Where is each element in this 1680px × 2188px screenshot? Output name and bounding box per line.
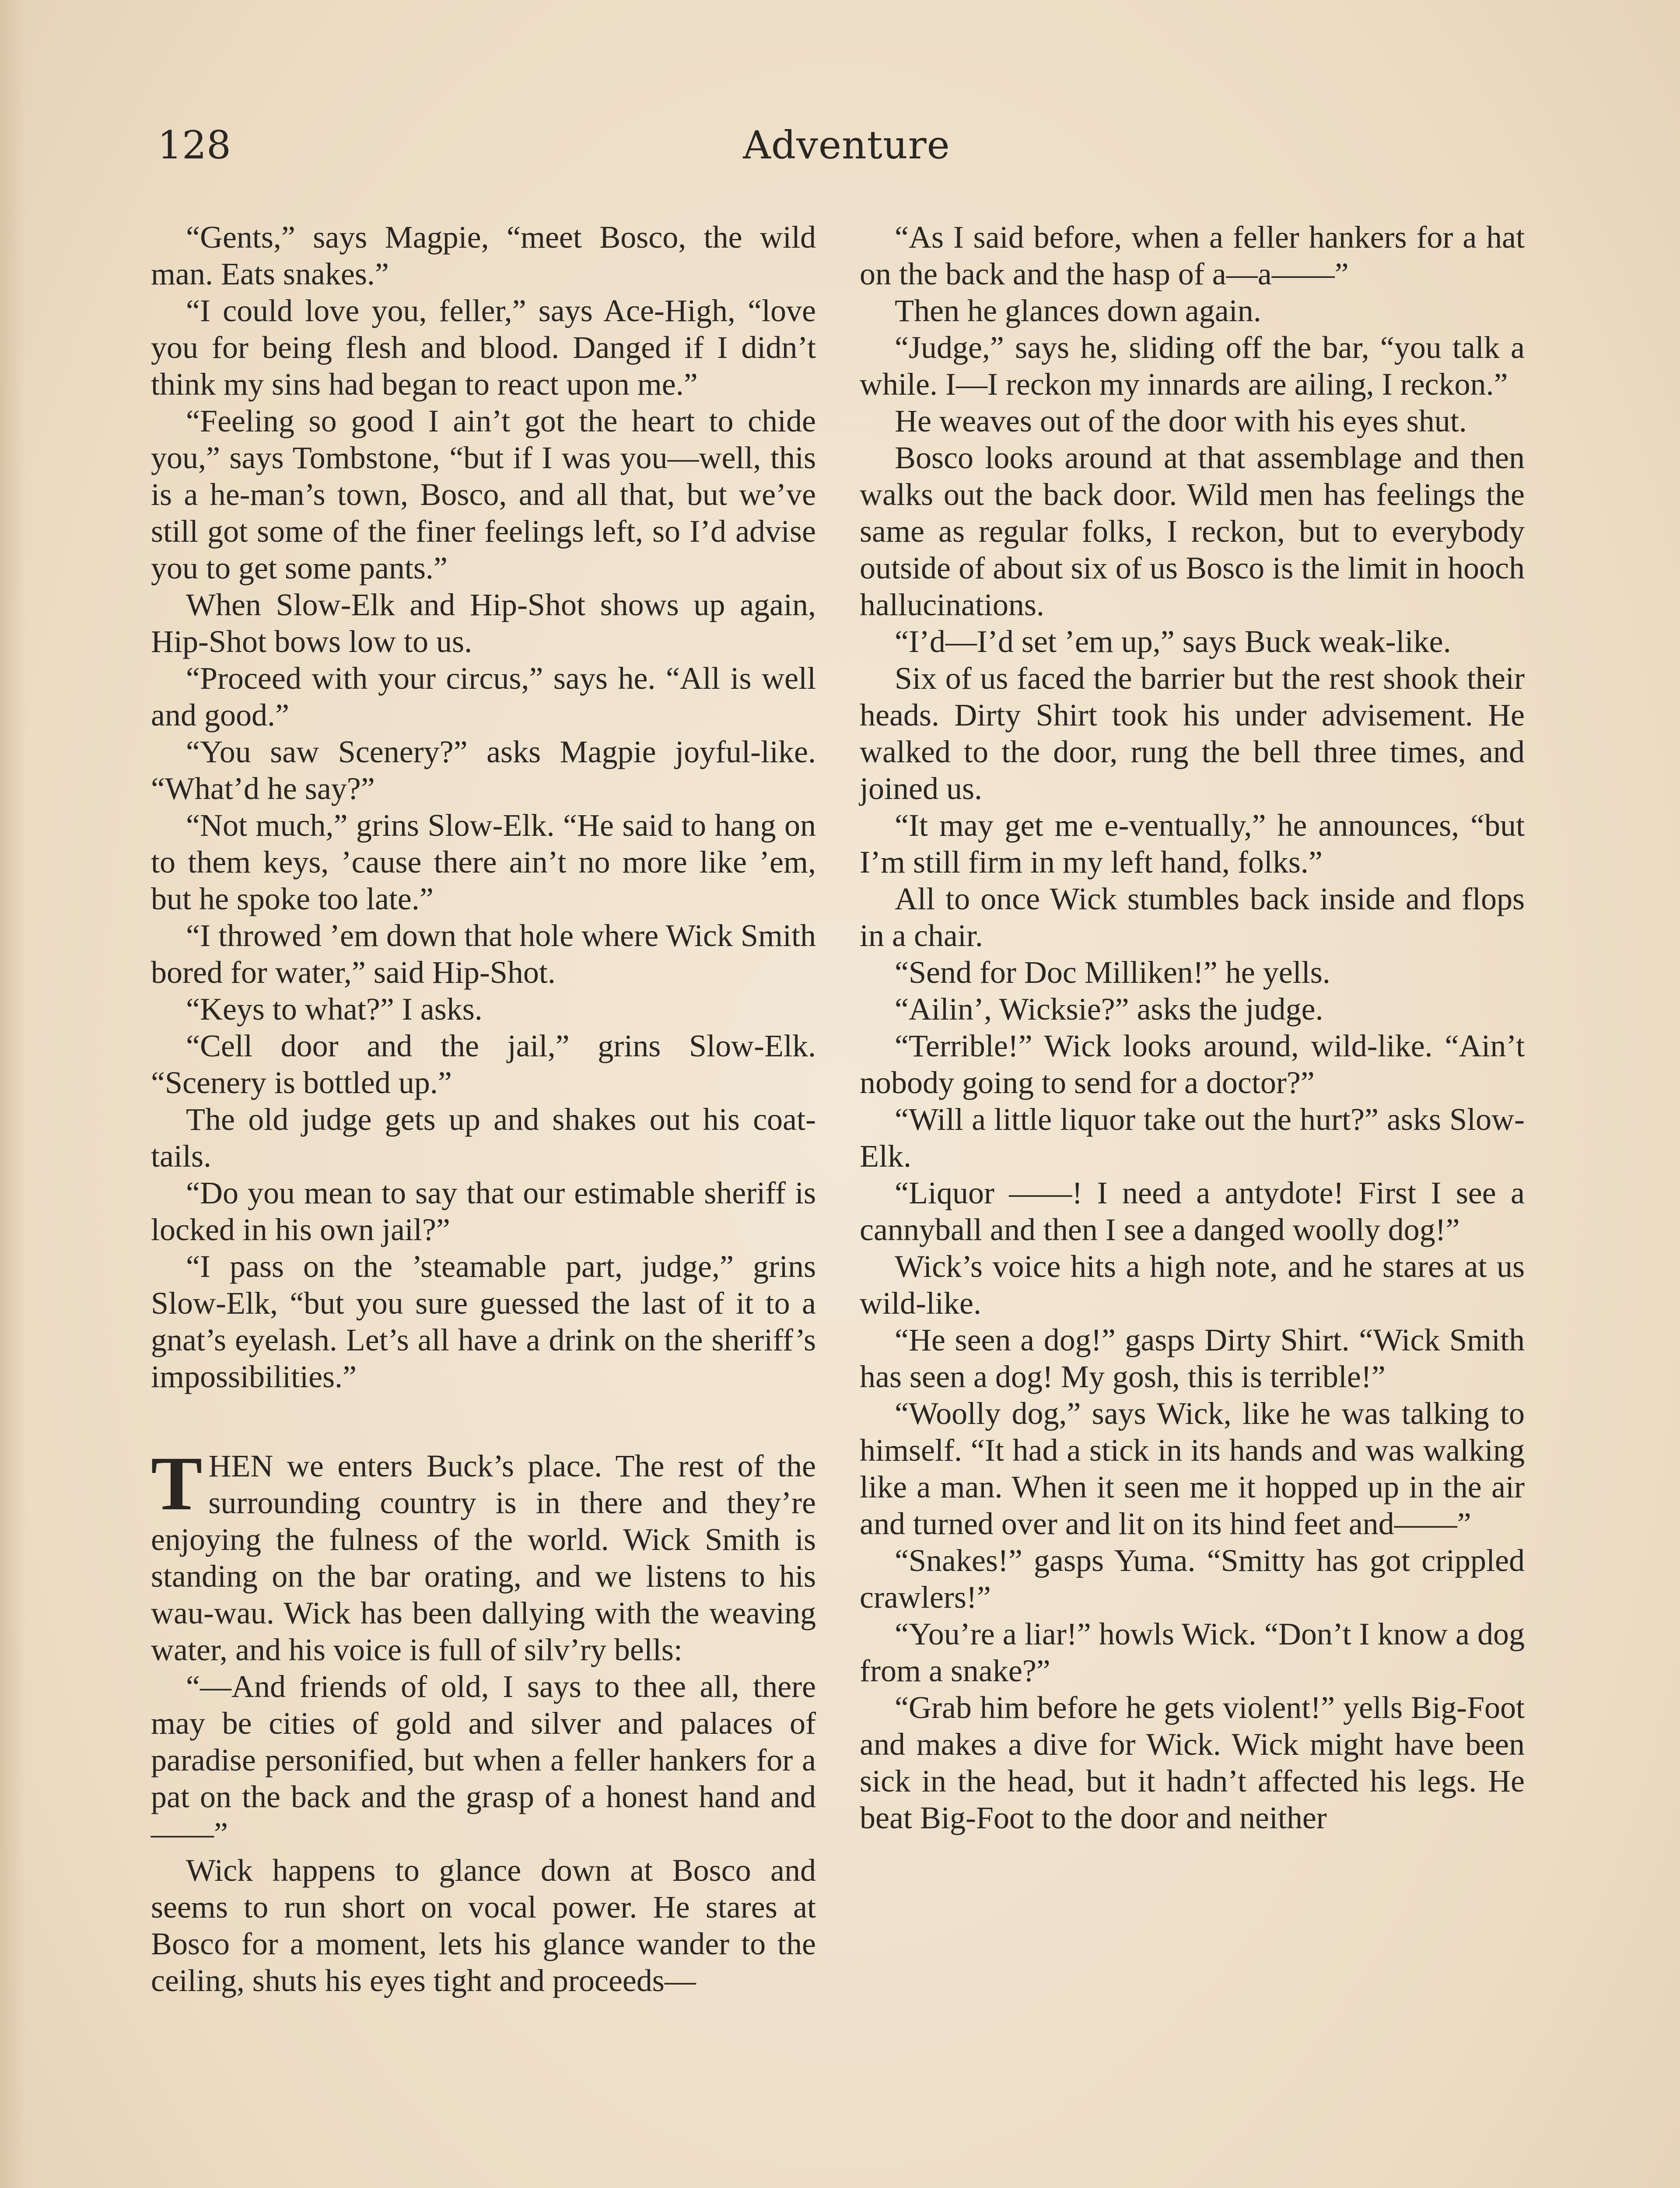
- paragraph: “You’re a liar!” howls Wick. “Don’t I know a dog from a snake?”: [860, 1616, 1525, 1688]
- paragraph: Wick happens to glance down at Bosco and seems to run short on vocal power. He stares at Bosco for a moment, lets his glance wander to the ceiling, shuts his eyes tight and proceeds—: [151, 1853, 816, 1998]
- drop-cap: T: [151, 1441, 203, 1526]
- paragraph: When Slow-Elk and Hip-Shot shows up again, Hip-Shot bows low to us.: [151, 587, 816, 659]
- paragraph: “Do you mean to say that our estimable sheriff is locked in his own jail?”: [151, 1175, 816, 1247]
- paragraph: “I could love you, feller,” says Ace-High, “love you for being flesh and blood. Danged if I didn’t think my sins had began to react upon me.”: [151, 293, 816, 402]
- paragraph: The old judge gets up and shakes out his coat-tails.: [151, 1102, 816, 1174]
- paragraph: “Grab him before he gets violent!” yells Big-Foot and makes a dive for Wick. Wick might have been sick in the head, but it hadn’t affected his legs. He beat Big-Foot to the door and neither: [860, 1690, 1525, 1835]
- section-break: [151, 1395, 816, 1448]
- paragraph: “Feeling so good I ain’t got the heart to chide you,” says Tombstone, “but if I was you—well, this is a he-man’s town, Bosco, and all that, but we’ve still got some of the finer feelings left, so I’d advise you to get some pants.”: [151, 403, 816, 586]
- page-number: 128: [158, 123, 231, 168]
- paragraph: “Snakes!” gasps Yuma. “Smitty has got crippled crawlers!”: [860, 1543, 1525, 1615]
- right-column: [860, 219, 1525, 1836]
- paragraph: “—And friends of old, I says to thee all, there may be cities of gold and silver and palaces of paradise personified, but when a feller hankers for a pat on the back and the grasp of a honest hand and——”: [151, 1669, 816, 1851]
- paragraph: “As I said before, when a feller hankers for a hat on the back and the hasp of a—a——”: [860, 220, 1525, 291]
- page-header: [158, 123, 1536, 179]
- paragraph: Bosco looks around at that assemblage and then walks out the back door. Wild men has feelings the same as regular folks, I reckon, but to everybody outside of about six of us Bosco is the limit in hooch hallucinations.: [860, 440, 1525, 622]
- paragraph: “Woolly dog,” says Wick, like he was talking to himself. “It had a stick in its hands and was walking like a man. When it seen me it hopped up in the air and turned over and lit on its hind feet and——”: [860, 1396, 1525, 1541]
- left-column: [151, 219, 816, 1999]
- paragraph: “Judge,” says he, sliding off the bar, “you talk a while. I—I reckon my innards are ailing, I reckon.”: [860, 330, 1525, 402]
- section-opening-paragraph: [151, 1441, 816, 1668]
- paragraph: He weaves out of the door with his eyes shut.: [895, 403, 1467, 438]
- paragraph: “I pass on the ’steamable part, judge,” grins Slow-Elk, “but you sure guessed the last of it to a gnat’s eyelash. Let’s all have a drink on the sheriff’s impossibilities.”: [151, 1249, 816, 1394]
- paragraph: Then he glances down again.: [895, 293, 1261, 328]
- paragraph: “Ailin’, Wicksie?” asks the judge.: [895, 992, 1323, 1027]
- paragraph: “You saw Scenery?” asks Magpie joyful-like. “What’d he say?”: [151, 734, 816, 806]
- paragraph: Wick’s voice hits a high note, and he stares at us wild-like.: [860, 1249, 1525, 1321]
- section-opening-text: HEN we enters Buck’s place. The rest of the surrounding country is in there and they’re enjoying the fulness of the world. Wick Smith is standing on the bar orating, and we listens to his wau-wau. Wick has been dallying with the weaving water, and his voice is full of silv’ry bells:: [151, 1448, 816, 1667]
- paragraph: “Cell door and the jail,” grins Slow-Elk. “Scenery is bottled up.”: [151, 1028, 816, 1100]
- paragraph: “Proceed with your circus,” says he. “All is well and good.”: [151, 661, 816, 733]
- paragraph: “I throwed ’em down that hole where Wick Smith bored for water,” said Hip-Shot.: [151, 918, 816, 990]
- paragraph: “Gents,” says Magpie, “meet Bosco, the wild man. Eats snakes.”: [151, 220, 816, 291]
- paragraph: “It may get me e-ventually,” he announces, “but I’m still firm in my left hand, folks.”: [860, 808, 1525, 880]
- paragraph: “He seen a dog!” gasps Dirty Shirt. “Wick Smith has seen a dog! My gosh, this is terrible!”: [860, 1322, 1525, 1394]
- page-edge-shadow: [0, 0, 26, 2188]
- paragraph: Six of us faced the barrier but the rest shook their heads. Dirty Shirt took his under advisement. He walked to the door, rung the bell three times, and joined us.: [860, 661, 1525, 806]
- paragraph: “Liquor ——! I need a antydote! First I see a cannyball and then I see a danged woolly dog!”: [860, 1175, 1525, 1247]
- paragraph: “Keys to what?” I asks.: [186, 992, 483, 1027]
- paragraph: “Terrible!” Wick looks around, wild-like. “Ain’t nobody going to send for a doctor?”: [860, 1028, 1525, 1100]
- paragraph: “Will a little liquor take out the hurt?” asks Slow-Elk.: [860, 1102, 1525, 1174]
- paragraph: All to once Wick stumbles back inside and flops in a chair.: [860, 881, 1525, 953]
- running-head: Adventure: [743, 123, 950, 168]
- paragraph: “Not much,” grins Slow-Elk. “He said to hang on to them keys, ’cause there ain’t no more like ’em, but he spoke too late.”: [151, 808, 816, 916]
- paragraph: “Send for Doc Milliken!” he yells.: [895, 955, 1330, 990]
- paragraph: “I’d—I’d set ’em up,” says Buck weak-like.: [895, 624, 1451, 659]
